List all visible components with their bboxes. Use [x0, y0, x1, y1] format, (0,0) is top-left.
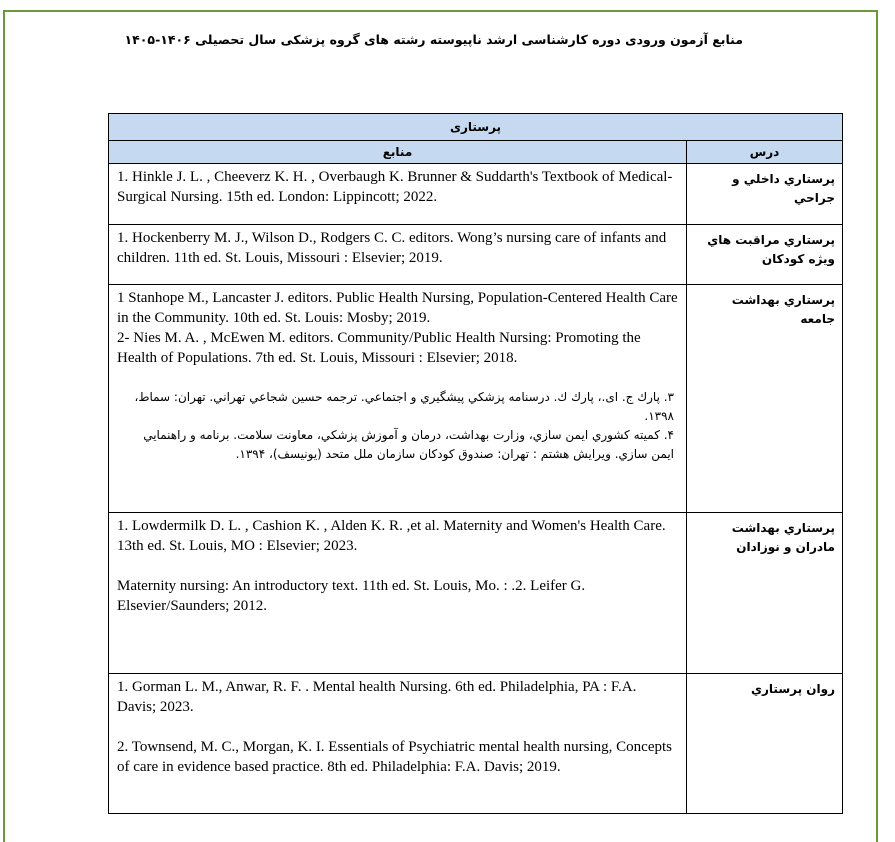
- column-header-course: درس: [687, 141, 843, 164]
- course-name: پرستاري بهداشت مادران و نوزادان: [687, 513, 843, 674]
- section-title: پرستاری: [109, 114, 843, 141]
- reference-item-persian: ۳. پارك ج. ای.، پارك ك. درسنامه پزشكي پيشگيري و اجتماعي. ترجمه حسين شجاعي تهراني. تهران: سماط، ۱۳۹۸.: [134, 390, 674, 423]
- reference-item: Maternity nursing: An introductory text. 11th ed. St. Louis, Mo. : .2. Leifer G. Elsevier/Saunders; 2012.: [117, 578, 586, 614]
- sources-cell: [109, 674, 687, 814]
- course-name: پرستاري داخلي و جراحي: [687, 164, 843, 225]
- course-name: پرستاري بهداشت جامعه: [687, 285, 843, 513]
- reference-item: 1 Stanhope M., Lancaster J. editors. Public Health Nursing, Population-Centered Health Care in the Community. 10th ed. St. Louis: Mosby; 2019.: [117, 290, 678, 326]
- reference-item: 2- Nies M. A. , McEwen M. editors. Community/Public Health Nursing: Promoting the Health of Populations. 7th ed. St. Louis, Missouri : Elsevier; 2018.: [117, 330, 641, 366]
- course-name: پرستاري مراقبت هاي ويژه كودكان: [687, 225, 843, 285]
- table-row: [109, 164, 843, 225]
- document-title: منابع آزمون ورودی دوره کارشناسی ارشد ناپیوسته رشته های گروه پزشکی سال تحصیلی ۱۴۰۶-۱۴۰۵: [124, 32, 743, 47]
- table-row: [109, 674, 843, 814]
- reference-item: 1. Lowdermilk D. L. , Cashion K. , Alden K. R. ,et al. Maternity and Women's Health Care. 13th ed. St. Louis, MO : Elsevier; 2023.: [117, 518, 666, 554]
- sources-cell: [109, 225, 687, 285]
- reference-item: 1. Hinkle J. L. , Cheeverz K. H. , Overbaugh K. Brunner & Suddarth's Textbook of Medical-Surgical Nursing. 15th ed. London: Lippincott; 2022.: [117, 169, 673, 205]
- section-header-row: [109, 114, 843, 141]
- table-row: [109, 513, 843, 674]
- reference-item-persian: ۴. كميته كشوري ايمن سازي، وزارت بهداشت، درمان و آموزش پزشكي، معاونت سلامت. برنامه و راهنمايي ايمن سازي. ويرايش هشتم : تهران: صندوق كودكان سازمان ملل متحد (يونيسف)، ۱۳۹۴.: [143, 428, 674, 461]
- sources-table: [108, 113, 843, 814]
- sources-cell: [109, 164, 687, 225]
- column-header-sources: منابع: [109, 141, 687, 164]
- column-header-row: [109, 141, 843, 164]
- reference-item: 1. Hockenberry M. J., Wilson D., Rodgers C. C. editors. Wong’s nursing care of infants and children. 11th ed. St. Louis, Missouri : Elsevier; 2019.: [117, 230, 667, 266]
- sources-cell: [109, 513, 687, 674]
- table-row: [109, 285, 843, 513]
- table-row: [109, 225, 843, 285]
- sources-cell: [109, 285, 687, 513]
- reference-item: 2. Townsend, M. C., Morgan, K. I. Essentials of Psychiatric mental health nursing, Concepts of care in evidence based practice. 8th ed. Philadelphia: F.A. Davis; 2019.: [117, 739, 672, 775]
- reference-item: 1. Gorman L. M., Anwar, R. F. . Mental health Nursing. 6th ed. Philadelphia, PA : F.A. Davis; 2023.: [117, 679, 637, 715]
- course-name: روان پرستاري: [687, 674, 843, 814]
